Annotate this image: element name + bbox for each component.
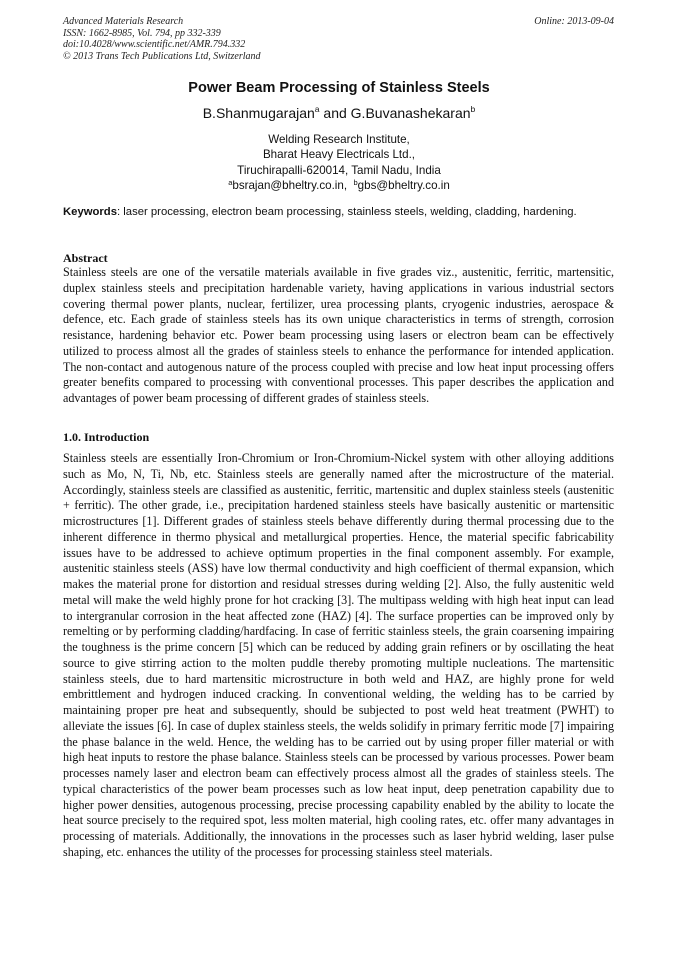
paper-title: Power Beam Processing of Stainless Steels [188, 80, 490, 96]
email-a-sup: a [228, 178, 233, 188]
email-b-sup: b [353, 178, 358, 188]
doi-line: doi:10.4028/www.scientific.net/AMR.794.332 [63, 39, 246, 51]
author-2-name: G.Buvanashekaran [350, 105, 471, 121]
introduction-text: Stainless steels are essentially Iron-Chromium or Iron-Chromium-Nickel system with other alloying additions such as Mo, N, Ti, Nb, etc. Stainless steels are generally named after the microstructure of the material. Accordingly, stainless steels are classified as austenitic, ferritic, martensitic and duplex stainless steels (austenitic + ferritic). The other grade, i.e., precipitation hardened stainless steels have basically austenitic or martensitic microstructures [1]. Different grades of stainless steels behave differently during thermal processing due to the inherent difference in thermo physical and metallurgical properties. Hence, the material specific fabricability issues have to be addressed to achieve optimum properties in the final component assembly. For example, austenitic stainless steels (ASS) have low thermal conductivity and high coefficient of thermal expansion, which makes the material prone for distortion and residual stresses during welding [2]. Also, the fully austenitic weld metal will make the weld highly prone for hot cracking [3]. The multipass welding with high heat input can lead to intergranular corrosion in the heat affected zone (HAZ) [4]. The surface properties can be improved only by remelting or by performing cladding/hardfacing. In case of ferritic stainless steels, the grain coarsening impairing the toughness is the prime concern [5] which can be reduced by adding grain refiners or by oscillating the heat source to give stirring action to the molten puddle thereby promoting multiple nucleations. The martensitic stainless steels, due to hard martensitic microstructure in both weld and HAZ, are highly prone for weld embrittlement and hydrogen induced cracking. In conventional welding, the welding has to be carried by maintaining proper pre heat and subsequently, should be subjected to post weld heat treatment (PWHT) to alleviate the issues [6]. In case of duplex stainless steels, the welds solidify in primary ferritic mode [7] impairing the phase balance in the weld. Hence, the welding has to be carried out by using proper filler material or with high heat inputs to restore the phase balance. Stainless steels can be processed by various processes. Power beam processes namely laser and electron beam can effectively process almost all the grades of stainless steels. The typical characteristics of the power beam processes such as low heat input, deep penetration capability due to higher power densities, autogenous processing, precise processing capability enabled by the ability to locate the heat source precisely to the required spot, less molten material, high cooling rates, etc. offer many advantages in processing of materials. Additionally, the innovations in the processes such as laser hybrid welding, laser pulse shaping, etc. enhances the utility of the processes for processing stainless steel materials. [63, 451, 614, 859]
keywords-label: Keywords [63, 206, 117, 218]
journal-name: Advanced Materials Research [63, 16, 184, 27]
online-date: Online: 2013-09-04 [534, 16, 614, 27]
abstract-heading: Abstract [63, 251, 108, 265]
author-1-name: B.Shanmugarajan [202, 105, 315, 121]
introduction-heading: 1.0. Introduction [63, 430, 150, 444]
journal-header [63, 16, 261, 62]
author-2-sup: b [470, 104, 476, 114]
affiliation-institute: Welding Research Institute, [268, 133, 410, 146]
email-b: gbs@bheltry.co.in [357, 179, 450, 193]
copyright-line: © 2013 Trans Tech Publications Ltd, Switzerland [63, 50, 261, 62]
issn-line: ISSN: 1662-8985, Vol. 794, pp 332-339 [63, 27, 221, 39]
affiliation-emails [0, 178, 678, 193]
keywords-text: : laser processing, electron beam processing, stainless steels, welding, cladding, hardening. [117, 206, 577, 218]
author-conjunction: and [319, 105, 351, 121]
affiliation-block [0, 132, 678, 194]
keywords-block [63, 205, 614, 220]
author-line [0, 105, 678, 121]
email-a: bsrajan@bheltry.co.in, [232, 179, 348, 193]
author-1-sup: a [314, 104, 320, 114]
affiliation-address: Tiruchirapalli-620014, Tamil Nadu, India [237, 163, 441, 177]
abstract-text: Stainless steels are one of the versatile materials available in five grades viz., austenitic, ferritic, martensitic, duplex stainless steels and precipitation hardenable variety, having applications in various industrial sectors covering thermal power plants, nuclear, fertilizer, urea processing plants, cryogenic industries, aerospace & defence, etc. Each grade of stainless steels has its own unique characteristics in terms of strength, corrosion resistance, hardening behavior etc. Power beam processing using lasers or electron beam can be effectively utilized to process almost all the grades of stainless steels to enhance the performance for intended application. The non-contact and autogenous nature of the process coupled with precise and low heat input processing offers greater benefits compared to processing with conventional processes. This paper describes the application and advantages of power beam processing of different grades of stainless steels. [63, 265, 614, 405]
affiliation-company: Bharat Heavy Electricals Ltd., [262, 148, 416, 162]
